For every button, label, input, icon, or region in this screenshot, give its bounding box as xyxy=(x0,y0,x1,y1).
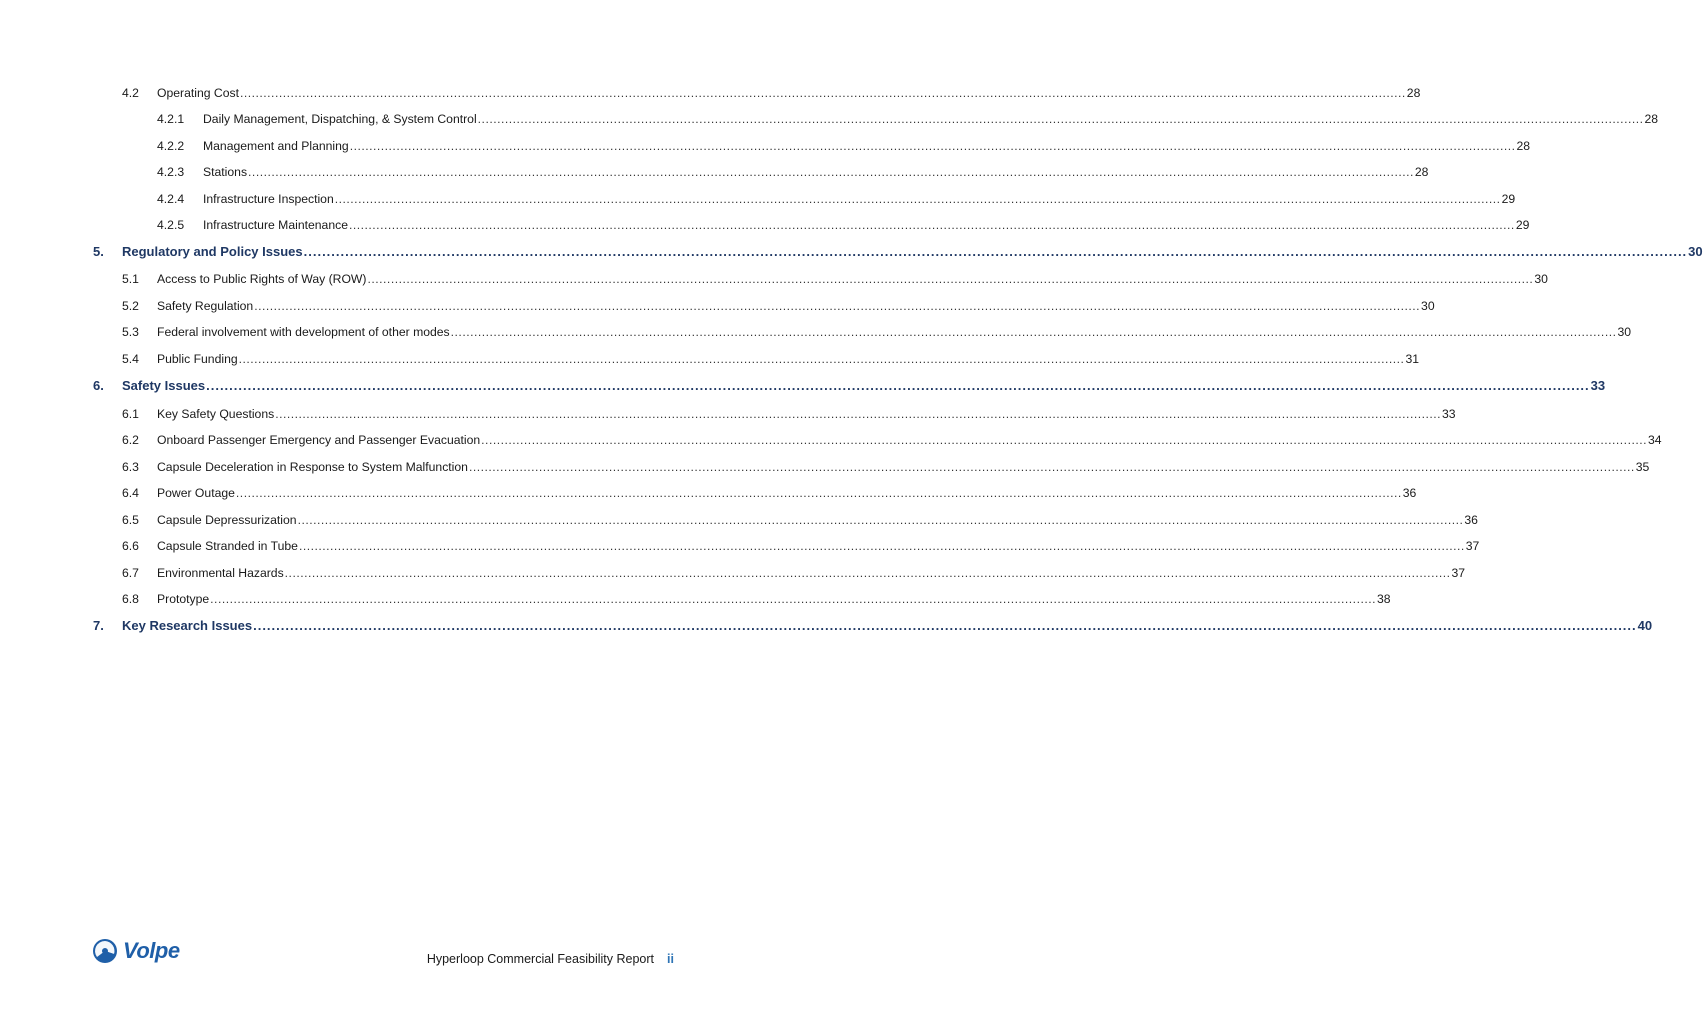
toc-entry-4-2-2[interactable] xyxy=(157,138,1531,154)
toc-entry-title: Regulatory and Policy Issues xyxy=(122,244,303,259)
toc-entry-5-1[interactable] xyxy=(122,271,1548,287)
volpe-logo xyxy=(92,938,180,964)
leader-dots: ............................................................................................................................................................................................................................................................................................................ xyxy=(468,460,1635,474)
toc-entry-title: Capsule Depressurization xyxy=(157,513,297,527)
toc-entry-page: 29 xyxy=(1515,218,1530,232)
toc-entry-page: 35 xyxy=(1635,460,1650,474)
toc-entry-number: 4.2.1 xyxy=(157,112,185,126)
toc-entry-title: Federal involvement with development of other modes xyxy=(157,325,450,339)
toc-entry-number: 4.2 xyxy=(122,86,139,100)
toc-entry-number: 6.3 xyxy=(122,460,139,474)
toc-entry-page: 40 xyxy=(1637,618,1653,633)
page-number: ii xyxy=(667,952,674,966)
toc-entry-title: Public Funding xyxy=(157,352,238,366)
toc-entry-title: Daily Management, Dispatching, & System Control xyxy=(203,112,477,126)
toc-entry-number: 6.8 xyxy=(122,592,139,606)
toc-entry-4-2-1[interactable] xyxy=(157,111,1659,127)
leader-dots: ............................................................................................................................................................................................................................................................................................................ xyxy=(349,139,1516,153)
leader-dots: ............................................................................................................................................................................................................................................................................................................ xyxy=(239,86,1406,100)
toc-entry-title: Safety Issues xyxy=(122,378,206,393)
leader-dots: ............................................................................................................................................................................................................................................................................................................ xyxy=(303,244,1688,259)
toc-entry-page: 30 xyxy=(1421,299,1435,313)
toc-entry-number: 6. xyxy=(93,378,104,393)
toc-entry-number: 5. xyxy=(93,244,104,259)
toc-entry-5-4[interactable] xyxy=(122,351,1420,367)
leader-dots: ............................................................................................................................................................................................................................................................................................................ xyxy=(235,486,1402,500)
toc-entry-number: 7. xyxy=(93,618,104,633)
toc-entry-title: Environmental Hazards xyxy=(157,566,284,580)
leader-dots: ............................................................................................................................................................................................................................................................................................................ xyxy=(348,218,1515,232)
toc-entry-6[interactable] xyxy=(93,378,1606,394)
toc-entry-4-2-5[interactable] xyxy=(157,217,1530,233)
toc-entry-page: 28 xyxy=(1414,165,1429,179)
toc-entry-page: 33 xyxy=(1442,407,1456,421)
toc-entry-page: 36 xyxy=(1464,513,1478,527)
toc-entry-6-7[interactable] xyxy=(122,565,1466,581)
toc-entry-page: 30 xyxy=(1688,244,1703,259)
toc-entry-title: Safety Regulation xyxy=(157,299,254,313)
leader-dots: ............................................................................................................................................................................................................................................................................................................ xyxy=(297,513,1464,527)
leader-dots: ............................................................................................................................................................................................................................................................................................................ xyxy=(206,378,1590,393)
leader-dots: ............................................................................................................................................................................................................................................................................................................ xyxy=(367,272,1534,286)
toc-entry-6-6[interactable] xyxy=(122,538,1480,554)
toc-entry-6-2[interactable] xyxy=(122,432,1662,448)
toc-entry-6-5[interactable] xyxy=(122,512,1478,528)
toc-entry-title: Access to Public Rights of Way (ROW) xyxy=(157,272,367,286)
toc-entry-7[interactable] xyxy=(93,618,1653,634)
toc-entry-page: 28 xyxy=(1406,86,1421,100)
volpe-logo-text: Volpe xyxy=(123,938,180,963)
toc-entry-number: 4.2.3 xyxy=(157,165,185,179)
leader-dots: ............................................................................................................................................................................................................................................................................................................ xyxy=(450,325,1617,339)
toc-entry-6-3[interactable] xyxy=(122,459,1650,475)
toc-entry-number: 5.1 xyxy=(122,272,139,286)
volpe-emblem-icon xyxy=(92,938,118,964)
leader-dots: ............................................................................................................................................................................................................................................................................................................ xyxy=(248,165,1414,179)
toc-entry-page: 28 xyxy=(1516,139,1531,153)
toc-entry-number: 6.1 xyxy=(122,407,139,421)
toc-entry-page: 38 xyxy=(1377,592,1391,606)
toc-entry-page: 30 xyxy=(1534,272,1548,286)
leader-dots: ............................................................................................................................................................................................................................................................................................................ xyxy=(477,112,1644,126)
toc-entry-4-2-3[interactable] xyxy=(157,164,1429,180)
toc-entry-page: 30 xyxy=(1617,325,1632,339)
leader-dots: ............................................................................................................................................................................................................................................................................................................ xyxy=(254,299,1421,313)
toc-entry-4-2[interactable] xyxy=(122,85,1421,101)
toc-entry-page: 33 xyxy=(1590,378,1606,393)
toc-entry-5-2[interactable] xyxy=(122,298,1435,314)
toc-entry-title: Key Research Issues xyxy=(122,618,253,633)
toc-entry-number: 6.5 xyxy=(122,513,139,527)
toc-entry-number: 6.7 xyxy=(122,566,139,580)
leader-dots: ............................................................................................................................................................................................................................................................................................................ xyxy=(275,407,1442,421)
toc-entry-title: Infrastructure Inspection xyxy=(203,192,334,206)
leader-dots: ............................................................................................................................................................................................................................................................................................................ xyxy=(210,592,1376,606)
toc-entry-page: 36 xyxy=(1402,486,1417,500)
toc-entry-title: Stations xyxy=(203,165,248,179)
toc-entry-6-8[interactable] xyxy=(122,591,1391,607)
toc-entry-title: Onboard Passenger Emergency and Passenger Evacuation xyxy=(157,433,481,447)
toc-entry-title: Power Outage xyxy=(157,486,235,500)
toc-entry-5-3[interactable] xyxy=(122,324,1632,340)
leader-dots: ............................................................................................................................................................................................................................................................................................................ xyxy=(284,566,1451,580)
toc-entry-number: 4.2.5 xyxy=(157,218,185,232)
toc-entry-title: Capsule Stranded in Tube xyxy=(157,539,298,553)
toc-entry-title: Infrastructure Maintenance xyxy=(203,218,348,232)
toc-entry-page: 34 xyxy=(1648,433,1662,447)
toc-entry-number: 6.6 xyxy=(122,539,139,553)
toc-entry-title: Prototype xyxy=(157,592,210,606)
toc-entry-page: 31 xyxy=(1405,352,1420,366)
leader-dots: ............................................................................................................................................................................................................................................................................................................ xyxy=(481,433,1647,447)
leader-dots: ............................................................................................................................................................................................................................................................................................................ xyxy=(334,192,1501,206)
toc-entry-number: 4.2.4 xyxy=(157,192,185,206)
toc-entry-number: 6.4 xyxy=(122,486,139,500)
toc-entry-number: 5.4 xyxy=(122,352,139,366)
toc-entry-title: Management and Planning xyxy=(203,139,349,153)
toc-entry-number: 4.2.2 xyxy=(157,139,185,153)
toc-entry-6-4[interactable] xyxy=(122,485,1417,501)
toc-entry-page: 37 xyxy=(1465,539,1480,553)
toc-entry-page: 28 xyxy=(1644,112,1659,126)
toc-entry-title: Key Safety Questions xyxy=(157,407,275,421)
toc-entry-title: Operating Cost xyxy=(157,86,239,100)
toc-entry-page: 29 xyxy=(1501,192,1516,206)
toc-entry-number: 5.3 xyxy=(122,325,139,339)
leader-dots: ............................................................................................................................................................................................................................................................................................................ xyxy=(298,539,1465,553)
toc-entry-5[interactable] xyxy=(93,244,1703,260)
toc-entry-number: 6.2 xyxy=(122,433,139,447)
toc-entry-number: 5.2 xyxy=(122,299,139,313)
toc-entry-6-1[interactable] xyxy=(122,406,1456,422)
toc-entry-4-2-4[interactable] xyxy=(157,191,1516,207)
toc-entry-page: 37 xyxy=(1451,566,1466,580)
report-title: Hyperloop Commercial Feasibility Report xyxy=(426,952,654,966)
leader-dots: ............................................................................................................................................................................................................................................................................................................ xyxy=(253,618,1637,633)
leader-dots: ............................................................................................................................................................................................................................................................................................................ xyxy=(238,352,1405,366)
toc-entry-title: Capsule Deceleration in Response to System Malfunction xyxy=(157,460,468,474)
